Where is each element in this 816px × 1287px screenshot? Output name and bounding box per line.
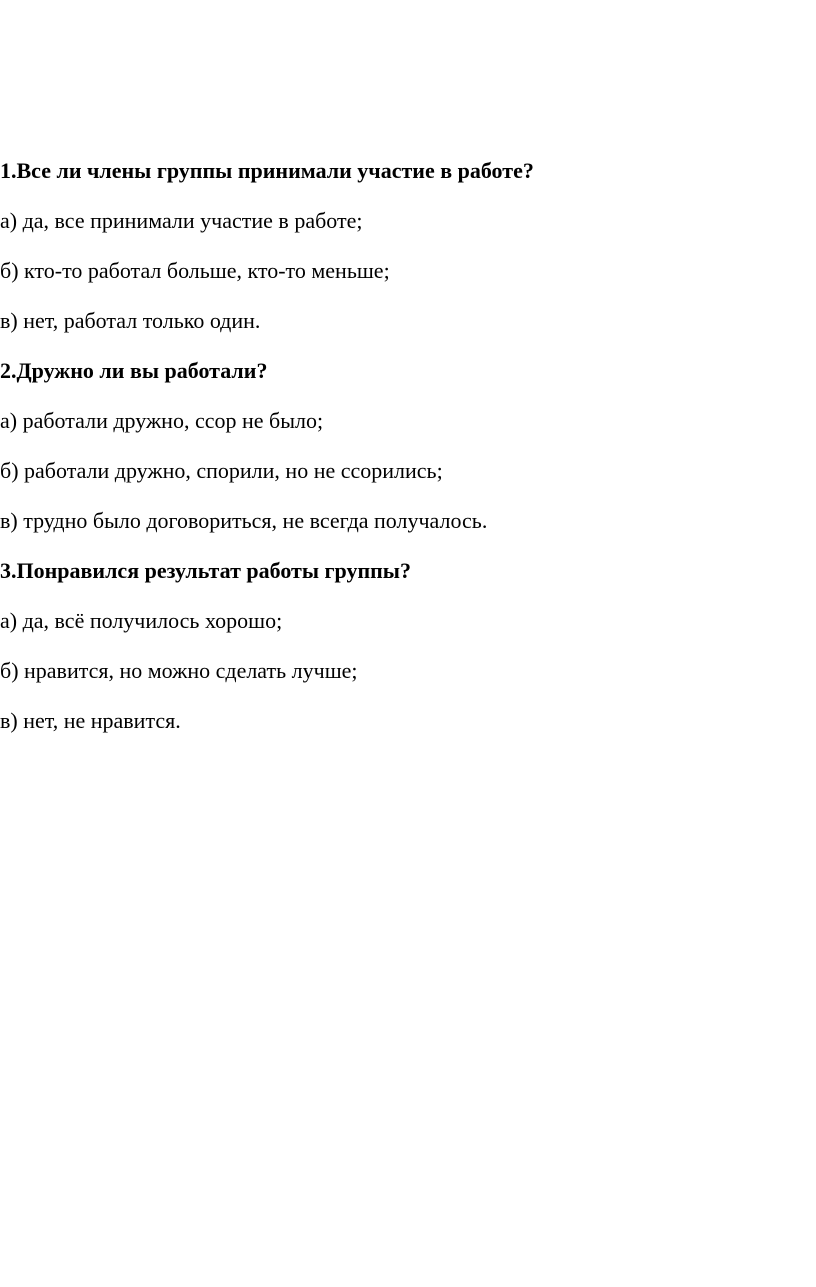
question-1 <box>0 146 816 346</box>
question-text: 1.Все ли члены группы принимали участие в работе? <box>0 158 534 183</box>
answer-list <box>0 396 816 546</box>
answer-option: б) работали дружно, спорили, но не ссорились; <box>0 458 443 483</box>
answer-list <box>0 196 816 346</box>
answer-option: в) нет, работал только один. <box>0 308 261 333</box>
answer-option: а) работали дружно, ссор не было; <box>0 408 324 433</box>
answer-option: в) нет, не нравится. <box>0 708 181 733</box>
answer-option: б) кто-то работал больше, кто-то меньше; <box>0 258 390 283</box>
answer-option: в) трудно было договориться, не всегда получалось. <box>0 508 488 533</box>
question-text: 3.Понравился результат работы группы? <box>0 558 411 583</box>
survey-document <box>0 146 816 746</box>
answer-option: б) нравится, но можно сделать лучше; <box>0 658 358 683</box>
question-3 <box>0 546 816 746</box>
answer-option: а) да, всё получилось хорошо; <box>0 608 283 633</box>
answer-option: а) да, все принимали участие в работе; <box>0 208 363 233</box>
question-text: 2.Дружно ли вы работали? <box>0 358 268 383</box>
question-2 <box>0 346 816 546</box>
answer-list <box>0 596 816 746</box>
